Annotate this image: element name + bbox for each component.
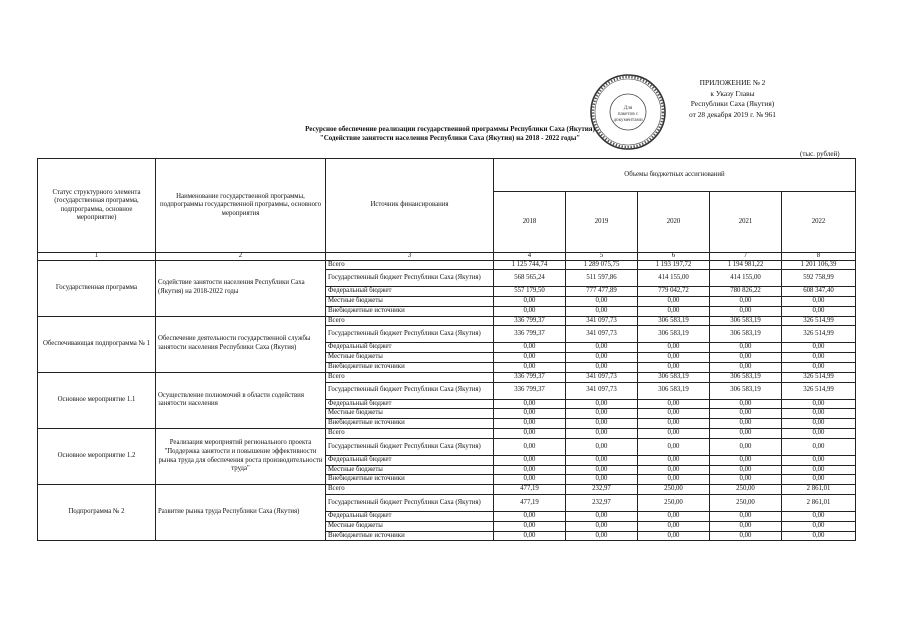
funding-source-cell: Внебюджетные источники (326, 475, 494, 485)
value-cell: 250,00 (710, 485, 782, 495)
value-cell: 0,00 (710, 297, 782, 307)
value-cell: 0,00 (566, 353, 638, 363)
value-cell: 0,00 (710, 343, 782, 353)
value-cell: 0,00 (782, 465, 856, 475)
funding-source-cell: Федеральный бюджет (326, 512, 494, 522)
funding-source-cell: Всего (326, 372, 494, 382)
value-cell: 0,00 (638, 512, 710, 522)
funding-source-cell: Государственный бюджет Республики Саха (Якутия) (326, 438, 494, 455)
value-cell: 779 042,72 (638, 287, 710, 297)
table-row (38, 260, 856, 270)
value-cell: 0,00 (494, 429, 566, 439)
column-number-row (38, 253, 856, 261)
funding-source-cell: Местные бюджеты (326, 353, 494, 363)
value-cell: 0,00 (566, 297, 638, 307)
value-cell: 0,00 (494, 306, 566, 316)
value-cell: 0,00 (710, 438, 782, 455)
value-cell: 0,00 (494, 438, 566, 455)
value-cell: 1 193 197,72 (638, 260, 710, 270)
value-cell: 0,00 (566, 306, 638, 316)
value-cell: 0,00 (566, 531, 638, 541)
value-cell: 0,00 (494, 297, 566, 307)
value-cell: 232,97 (566, 495, 638, 512)
value-cell: 0,00 (494, 512, 566, 522)
value-cell: 0,00 (566, 455, 638, 465)
value-cell: 0,00 (710, 465, 782, 475)
table-row (38, 485, 856, 495)
funding-source-cell: Внебюджетные источники (326, 306, 494, 316)
value-cell: 608 347,40 (782, 287, 856, 297)
value-cell: 250,00 (638, 485, 710, 495)
value-cell: 477,19 (494, 485, 566, 495)
header-year: 2020 (638, 192, 710, 253)
value-cell: 0,00 (782, 419, 856, 429)
value-cell: 0,00 (494, 363, 566, 373)
svg-text:Для: Для (623, 105, 633, 111)
value-cell: 306 583,19 (710, 316, 782, 326)
column-number: 4 (494, 253, 566, 261)
value-cell: 1 289 075,75 (566, 260, 638, 270)
funding-source-cell: Внебюджетные источники (326, 419, 494, 429)
funding-source-cell: Федеральный бюджет (326, 399, 494, 409)
value-cell: 0,00 (782, 409, 856, 419)
column-number: 3 (326, 253, 494, 261)
value-cell: 0,00 (782, 306, 856, 316)
column-number: 7 (710, 253, 782, 261)
value-cell: 0,00 (710, 353, 782, 363)
value-cell: 0,00 (710, 475, 782, 485)
value-cell: 0,00 (566, 521, 638, 531)
value-cell: 0,00 (782, 399, 856, 409)
value-cell: 0,00 (710, 399, 782, 409)
value-cell: 0,00 (566, 343, 638, 353)
funding-source-cell: Государственный бюджет Республики Саха (Якутия) (326, 326, 494, 343)
value-cell: 0,00 (638, 419, 710, 429)
value-cell: 306 583,19 (710, 382, 782, 399)
value-cell: 1 201 106,39 (782, 260, 856, 270)
funding-source-cell: Местные бюджеты (326, 297, 494, 307)
status-cell: Обеспечивающая подпрограмма № 1 (38, 316, 156, 372)
funding-source-cell: Всего (326, 316, 494, 326)
appendix-line-4: от 28 декабря 2019 г. № 961 (689, 109, 776, 119)
value-cell: 306 583,19 (638, 326, 710, 343)
value-cell: 0,00 (782, 531, 856, 541)
status-cell: Подпрограмма № 2 (38, 485, 156, 541)
value-cell: 306 583,19 (638, 316, 710, 326)
column-number: 6 (638, 253, 710, 261)
value-cell: 336 799,37 (494, 316, 566, 326)
funding-source-cell: Государственный бюджет Республики Саха (Якутия) (326, 495, 494, 512)
value-cell: 1 194 981,22 (710, 260, 782, 270)
value-cell: 0,00 (782, 343, 856, 353)
program-name-cell: Обеспечение деятельности государственной службы занятости населения Республики Саха (Якутия) (156, 316, 326, 372)
budget-table-body (38, 253, 856, 541)
value-cell: 0,00 (710, 429, 782, 439)
funding-source-cell: Государственный бюджет Республики Саха (Якутия) (326, 270, 494, 287)
table-row (38, 316, 856, 326)
value-cell: 0,00 (710, 409, 782, 419)
value-cell: 0,00 (782, 512, 856, 522)
value-cell: 0,00 (710, 531, 782, 541)
table-row (38, 429, 856, 439)
value-cell: 0,00 (782, 438, 856, 455)
value-cell: 250,00 (638, 495, 710, 512)
value-cell: 0,00 (638, 409, 710, 419)
header-year: 2019 (566, 192, 638, 253)
program-name-cell: Содействие занятости населения Республики Саха (Якутия) на 2018-2022 годы (156, 260, 326, 316)
funding-source-cell: Федеральный бюджет (326, 343, 494, 353)
value-cell: 0,00 (638, 475, 710, 485)
units-label: (тыс. рублей) (800, 150, 840, 158)
funding-source-cell: Всего (326, 485, 494, 495)
value-cell: 511 597,86 (566, 270, 638, 287)
value-cell: 1 125 744,74 (494, 260, 566, 270)
svg-text:документами: документами (613, 117, 643, 123)
value-cell: 306 583,19 (710, 372, 782, 382)
value-cell: 568 565,24 (494, 270, 566, 287)
funding-source-cell: Всего (326, 260, 494, 270)
value-cell: 414 155,00 (638, 270, 710, 287)
value-cell: 0,00 (782, 475, 856, 485)
value-cell: 0,00 (494, 343, 566, 353)
value-cell: 0,00 (710, 363, 782, 373)
value-cell: 341 097,73 (566, 326, 638, 343)
status-cell: Основное мероприятие 1.1 (38, 372, 156, 428)
value-cell: 0,00 (710, 455, 782, 465)
funding-source-cell: Государственный бюджет Республики Саха (Якутия) (326, 382, 494, 399)
value-cell: 0,00 (638, 399, 710, 409)
header-year: 2022 (782, 192, 856, 253)
column-number: 5 (566, 253, 638, 261)
value-cell: 0,00 (566, 438, 638, 455)
value-cell: 341 097,73 (566, 382, 638, 399)
status-cell: Государственная программа (38, 260, 156, 316)
value-cell: 0,00 (782, 363, 856, 373)
value-cell: 777 477,89 (566, 287, 638, 297)
value-cell: 0,00 (782, 455, 856, 465)
value-cell: 0,00 (566, 419, 638, 429)
value-cell: 0,00 (710, 419, 782, 429)
value-cell: 0,00 (494, 409, 566, 419)
funding-source-cell: Федеральный бюджет (326, 455, 494, 465)
value-cell: 780 826,22 (710, 287, 782, 297)
value-cell: 336 799,37 (494, 382, 566, 399)
value-cell: 250,00 (710, 495, 782, 512)
table-row (38, 372, 856, 382)
status-cell: Основное мероприятие 1.2 (38, 429, 156, 485)
program-name-cell: Развитие рынка труда Республики Саха (Якутия) (156, 485, 326, 541)
title-line-1: Ресурсное обеспечение реализации государственной программы Республики Саха (Якутия) (305, 125, 595, 133)
appendix-line-3: Республики Саха (Якутия) (690, 99, 775, 109)
value-cell: 0,00 (638, 343, 710, 353)
value-cell: 232,97 (566, 485, 638, 495)
value-cell: 0,00 (638, 455, 710, 465)
value-cell: 0,00 (638, 363, 710, 373)
funding-source-cell: Местные бюджеты (326, 521, 494, 531)
funding-source-cell: Внебюджетные источники (326, 363, 494, 373)
title-line-2: "Содействие занятости населения Республики Саха (Якутия) на 2018 - 2022 годы" (319, 134, 581, 142)
value-cell: 0,00 (782, 521, 856, 531)
funding-source-cell: Внебюджетные источники (326, 531, 494, 541)
funding-source-cell: Федеральный бюджет (326, 287, 494, 297)
value-cell: 326 514,99 (782, 316, 856, 326)
program-name-cell: Осуществление полномочий в области содействия занятости населения (156, 372, 326, 428)
value-cell: 0,00 (494, 455, 566, 465)
value-cell: 326 514,99 (782, 382, 856, 399)
value-cell: 0,00 (638, 297, 710, 307)
column-number: 2 (156, 253, 326, 261)
header-volumes: Объемы бюджетных ассигнований (494, 159, 856, 192)
value-cell: 0,00 (494, 399, 566, 409)
column-number: 8 (782, 253, 856, 261)
value-cell: 341 097,73 (566, 372, 638, 382)
value-cell: 414 155,00 (710, 270, 782, 287)
header-source: Источник финансирования (326, 159, 494, 253)
funding-source-cell: Всего (326, 429, 494, 439)
value-cell: 0,00 (566, 363, 638, 373)
value-cell: 306 583,19 (710, 326, 782, 343)
value-cell: 0,00 (638, 353, 710, 363)
value-cell: 557 179,50 (494, 287, 566, 297)
value-cell: 0,00 (494, 475, 566, 485)
value-cell: 326 514,99 (782, 326, 856, 343)
value-cell: 592 758,99 (782, 270, 856, 287)
document-title (150, 125, 750, 143)
value-cell: 0,00 (566, 475, 638, 485)
value-cell: 0,00 (638, 438, 710, 455)
value-cell: 0,00 (638, 429, 710, 439)
value-cell: 0,00 (566, 429, 638, 439)
value-cell: 0,00 (494, 521, 566, 531)
value-cell: 0,00 (494, 353, 566, 363)
value-cell: 0,00 (782, 429, 856, 439)
funding-source-cell: Местные бюджеты (326, 409, 494, 419)
program-name-cell: Реализация мероприятий регионального проекта "Поддержка занятости и повышение эффективности рынка труда для обеспечения роста производительности труда" (156, 429, 326, 485)
value-cell: 0,00 (494, 465, 566, 475)
value-cell: 326 514,99 (782, 372, 856, 382)
header-year: 2018 (494, 192, 566, 253)
value-cell: 336 799,37 (494, 372, 566, 382)
value-cell: 477,19 (494, 495, 566, 512)
value-cell: 0,00 (494, 419, 566, 429)
funding-source-cell: Местные бюджеты (326, 465, 494, 475)
header-name: Наименование государственной программы, подпрограммы государственной программы, основного мероприятия (156, 159, 326, 253)
value-cell: 2 861,01 (782, 485, 856, 495)
appendix-line-1: ПРИЛОЖЕНИЕ № 2 (699, 78, 766, 87)
header-year: 2021 (710, 192, 782, 253)
appendix-line-2: к Указу Главы (710, 88, 755, 98)
svg-text:пакетов с: пакетов с (617, 111, 639, 117)
budget-table (37, 158, 856, 541)
value-cell: 0,00 (638, 531, 710, 541)
value-cell: 0,00 (566, 409, 638, 419)
value-cell: 0,00 (710, 521, 782, 531)
value-cell: 306 583,19 (638, 372, 710, 382)
value-cell: 341 097,73 (566, 316, 638, 326)
value-cell: 0,00 (638, 306, 710, 316)
value-cell: 0,00 (638, 521, 710, 531)
value-cell: 2 861,01 (782, 495, 856, 512)
value-cell: 0,00 (566, 399, 638, 409)
value-cell: 0,00 (566, 465, 638, 475)
value-cell: 0,00 (710, 306, 782, 316)
value-cell: 0,00 (782, 297, 856, 307)
header-status: Статус структурного элемента (государственная программа, подпрограмма, основное мероприятие) (38, 159, 156, 253)
value-cell: 0,00 (638, 465, 710, 475)
value-cell: 0,00 (494, 531, 566, 541)
value-cell: 0,00 (710, 512, 782, 522)
value-cell: 336 799,37 (494, 326, 566, 343)
column-number: 1 (38, 253, 156, 261)
value-cell: 306 583,19 (638, 382, 710, 399)
value-cell: 0,00 (782, 353, 856, 363)
value-cell: 0,00 (566, 512, 638, 522)
